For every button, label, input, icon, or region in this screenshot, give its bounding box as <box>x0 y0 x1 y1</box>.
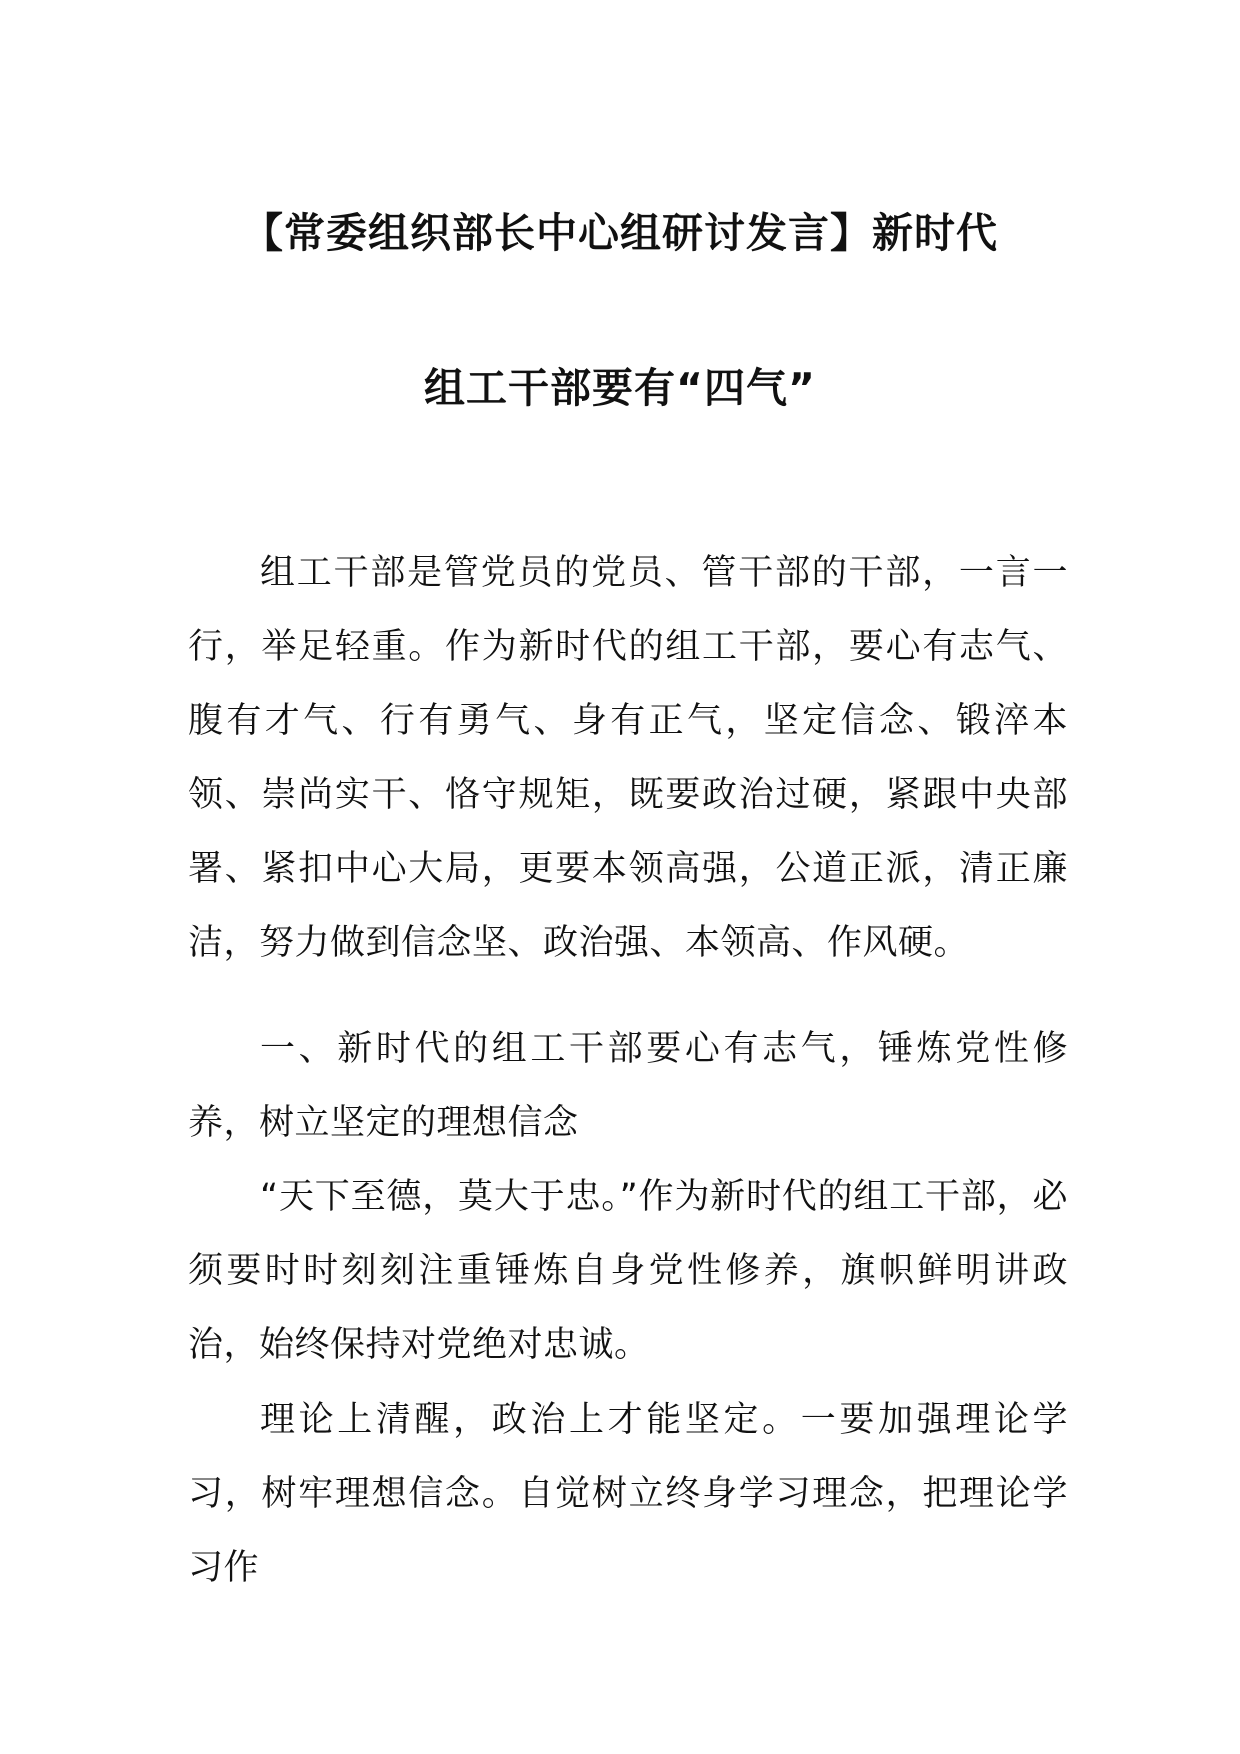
document-title-line-1: 【常委组织部长中心组研讨发言】新时代 <box>242 209 998 257</box>
section-heading-1: 一、新时代的组工干部要心有志气，锤炼党性修养，树立坚定的理想信念 <box>188 1029 1068 1143</box>
body-paragraph-intro: 组工干部是管党员的党员、管干部的干部，一言一行，举足轻重。作为新时代的组工干部，要心有志气、腹有才气、行有勇气、身有正气，坚定信念、锻淬本领、崇尚实干、恪守规矩，既要政治过硬，紧跟中央部署、紧扣中心大局，更要本领高强，公道正派，清正廉洁，努力做到信念坚、政治强、本领高、作风硬。 <box>188 553 1068 963</box>
document-title-line-2: 组工干部要有“四气” <box>424 364 816 412</box>
body-paragraph-quote: “天下至德，莫大于忠。”作为新时代的组工干部，必须要时时刻刻注重锤炼自身党性修养，旗帜鲜明讲政治，始终保持对党绝对忠诚。 <box>188 1177 1068 1365</box>
body-paragraph-theory: 理论上清醒，政治上才能坚定。一要加强理论学习，树牢理想信念。自觉树立终身学习理念，把理论学习作 <box>188 1400 1068 1588</box>
